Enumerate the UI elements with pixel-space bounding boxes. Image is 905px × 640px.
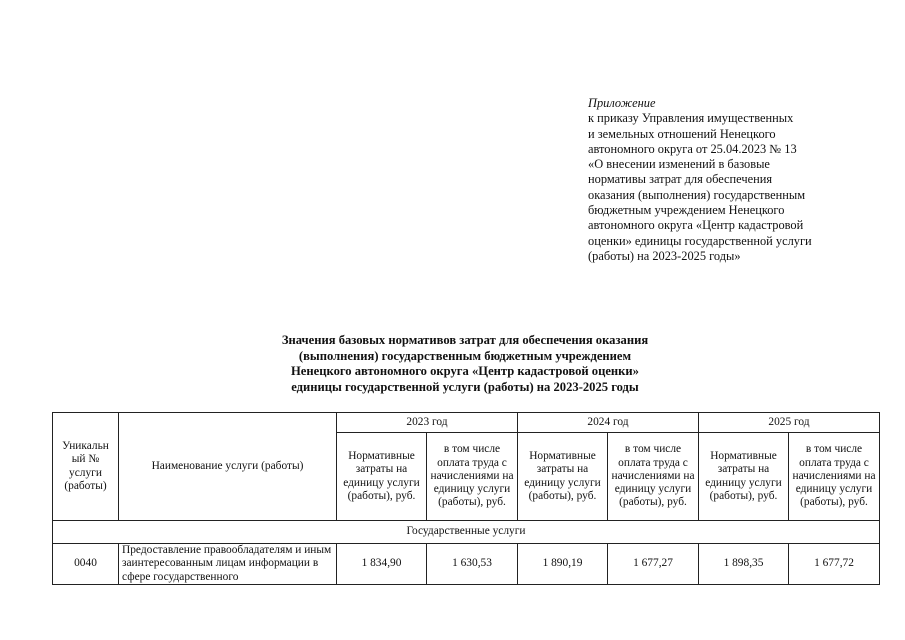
- header-row-years: [53, 413, 880, 433]
- appendix-line: автономного округа от 25.04.2023 № 13: [588, 141, 797, 156]
- section-row: [53, 521, 880, 544]
- header-norm-2025: Нормативные затраты на единицу услуги (работы), руб.: [699, 433, 789, 521]
- appendix-line: бюджетным учреждением Ненецкого: [588, 203, 785, 218]
- value-labor-2024: 1 677,27: [608, 544, 699, 585]
- row-name: Предоставление правообладателям и иным заинтересованным лицам информации в сфере государственного: [119, 544, 337, 585]
- appendix-line: автономного округа «Центр кадастровой: [588, 218, 804, 233]
- header-code: Уникальн ый № услуги (работы): [53, 413, 119, 521]
- table-row: [53, 544, 880, 585]
- title-line: единицы государственной услуги (работы) на 2023-2025 годы: [291, 379, 639, 394]
- title-line: (выполнения) государственным бюджетным учреждением: [298, 348, 632, 363]
- header-name: Наименование услуги (работы): [119, 413, 337, 521]
- header-year-2025: 2025 год: [699, 413, 880, 433]
- appendix-line: нормативы затрат для обеспечения: [588, 172, 773, 187]
- header-labor-2023: в том числе оплата труда с начислениями на единицу услуги (работы), руб.: [427, 433, 518, 521]
- appendix-line: «О внесении изменений в базовые: [588, 157, 770, 172]
- appendix-line: к приказу Управления имущественных: [588, 111, 794, 126]
- appendix-line: оценки» единицы государственной услуги: [588, 233, 812, 248]
- appendix-note: [588, 96, 888, 264]
- header-labor-2024: в том числе оплата труда с начислениями на единицу услуги (работы), руб.: [608, 433, 699, 521]
- row-code: 0040: [53, 544, 119, 585]
- value-norm-2024: 1 890,19: [518, 544, 608, 585]
- document-title: [200, 333, 730, 395]
- appendix-line: Приложение: [588, 96, 656, 110]
- value-labor-2023: 1 630,53: [427, 544, 518, 585]
- value-labor-2025: 1 677,72: [789, 544, 880, 585]
- value-norm-2025: 1 898,35: [699, 544, 789, 585]
- header-norm-2023: Нормативные затраты на единицу услуги (работы), руб.: [337, 433, 427, 521]
- header-year-2023: 2023 год: [337, 413, 518, 433]
- title-line: Ненецкого автономного округа «Центр кадастровой оценки»: [291, 364, 639, 378]
- appendix-line: и земельных отношений Ненецкого: [588, 126, 776, 141]
- header-year-2024: 2024 год: [518, 413, 699, 433]
- header-labor-2025: в том числе оплата труда с начислениями на единицу услуги (работы), руб.: [789, 433, 880, 521]
- header-norm-2024: Нормативные затраты на единицу услуги (работы), руб.: [518, 433, 608, 521]
- appendix-line: оказания (выполнения) государственным: [588, 187, 806, 202]
- norms-table: [52, 412, 880, 585]
- section-label: Государственные услуги: [53, 521, 880, 544]
- appendix-line: (работы) на 2023-2025 годы»: [588, 248, 741, 263]
- value-norm-2023: 1 834,90: [337, 544, 427, 585]
- title-line: Значения базовых нормативов затрат для обеспечения оказания: [281, 333, 649, 347]
